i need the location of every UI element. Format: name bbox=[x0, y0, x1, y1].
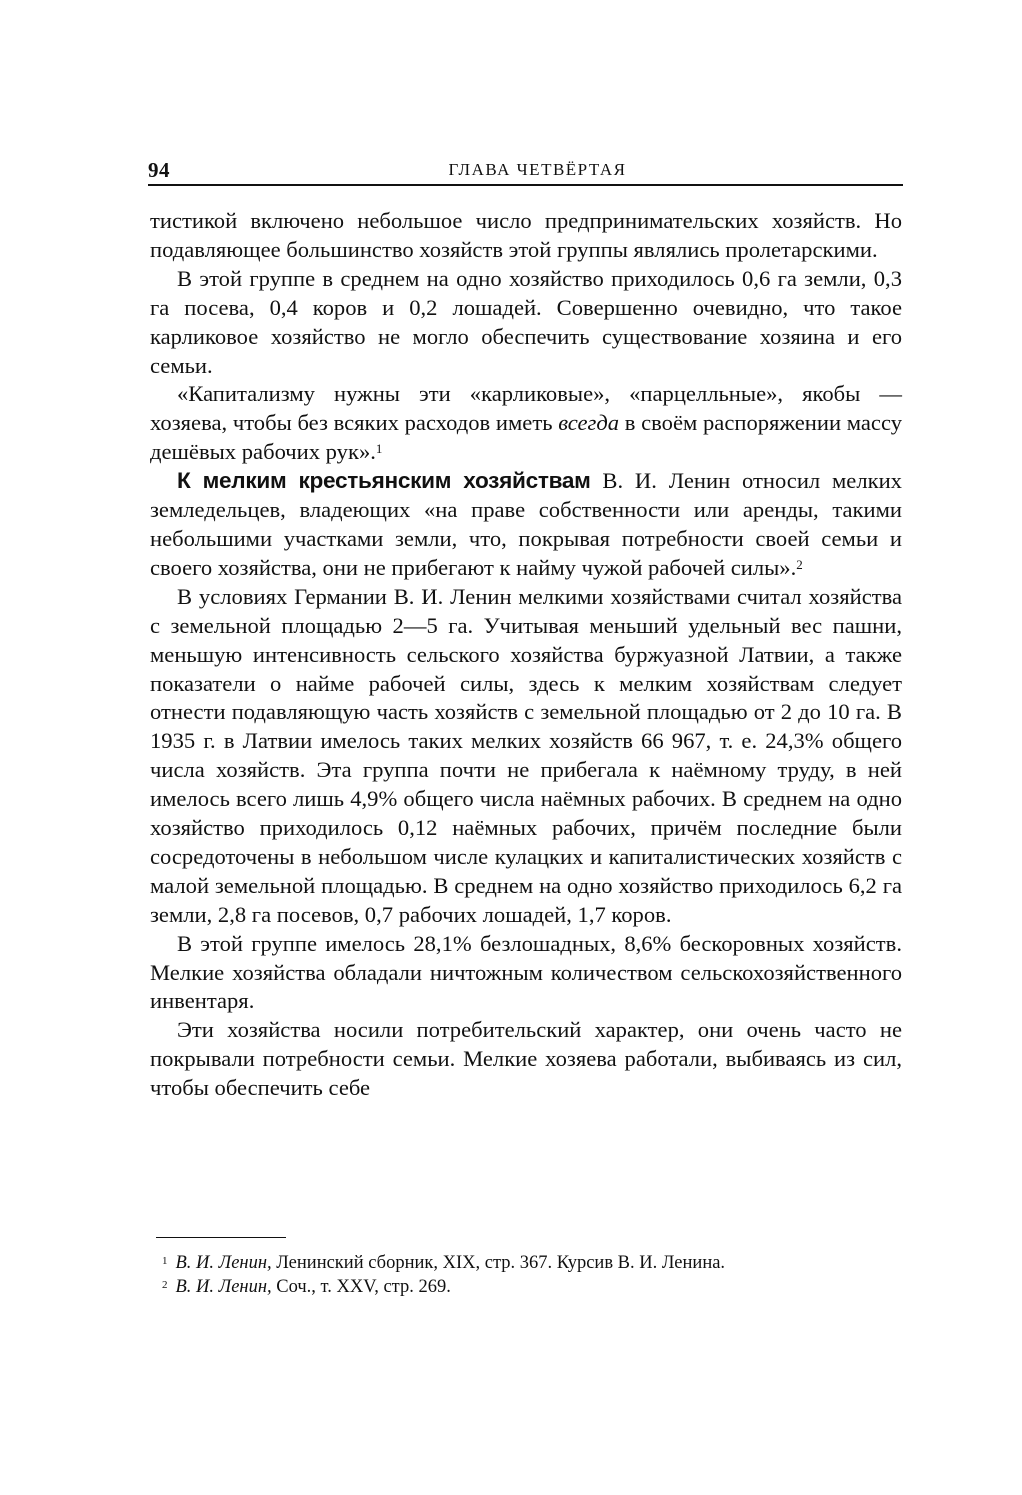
header-rule bbox=[148, 184, 903, 186]
paragraph-3-quote bbox=[150, 380, 902, 467]
footnote-1-mark: 1 bbox=[162, 1255, 168, 1267]
page-header bbox=[148, 158, 903, 182]
footnote-2 bbox=[152, 1274, 902, 1298]
paragraph-7-text: Эти хозяйства носили потребительский характер, они очень часто не покрывали потребности семьи. Мелкие хозяева работали, выбиваясь из сил, чтобы обеспечить себе bbox=[150, 1017, 902, 1101]
paragraph-4 bbox=[150, 467, 902, 583]
running-head: ГЛАВА ЧЕТВЁРТАЯ bbox=[448, 160, 627, 179]
paragraph-3-tail: в своём распоряжении массу дешёвых рабочих рук». bbox=[150, 410, 902, 465]
footnote-1 bbox=[152, 1250, 902, 1274]
bold-lead-phrase: К мелким крестьянским хозяйствам bbox=[177, 468, 591, 494]
footnote-ref-2[interactable]: 2 bbox=[796, 556, 803, 572]
footnote-ref-1[interactable]: 1 bbox=[375, 441, 383, 457]
footnote-2-mark: 2 bbox=[162, 1279, 168, 1291]
paragraph-6 bbox=[150, 930, 902, 1017]
paragraph-1 bbox=[150, 207, 902, 265]
paragraph-5 bbox=[150, 583, 902, 930]
footnote-2-text: Соч., т. XXV, стр. 269. bbox=[276, 1277, 451, 1297]
paragraph-1-text: тистикой включено небольшое число предпринимательских хозяйств. Но подавляющее большинство хозяйств этой группы являлись пролетарскими. bbox=[150, 208, 902, 262]
footnotes bbox=[152, 1250, 902, 1298]
body-text bbox=[150, 207, 902, 1103]
footnote-1-text: Ленинский сборник, XIX, стр. 367. Курсив В. И. Ленина. bbox=[276, 1253, 726, 1273]
footnote-1-author: В. И. Ленин, bbox=[175, 1253, 272, 1273]
paragraph-3-text: «Капитализму нужны эти «карликовые», «парцелльные», якобы — хозяева, чтобы без всяких расходов иметь bbox=[150, 381, 902, 436]
paragraph-5-text: В условиях Германии В. И. Ленин мелкими хозяйствами считал хозяйства с земельной площадью 2—5 га. Учитывая меньший удельный вес пашни, меньшую интенсивность сельского хозяйства буржуазной Латвии, а также показатели о найме рабочей силы, здесь к мелким хозяйствам следует отнести подавляющую часть хозяйств с земельной площадью от 2 до 10 га. В 1935 г. в Латвии имелось таких мелких хозяйств 66 967, т. е. 24,3% общего числа хозяйств. Эта группа почти не прибегала к наёмному труду, в ней имелось всего лишь 4,9% общего числа наёмных рабочих. В среднем на одно хозяйство приходилось 0,12 наёмных рабочих, причём последние были сосредоточены в небольшом числе кулацких и капиталистических хозяйств с малой земельной площадью. В среднем на одно хозяйство приходилось 6,2 га земли, 2,8 га посевов, 0,7 рабочих лошадей, 1,7 коров. bbox=[150, 583, 902, 927]
paragraph-2 bbox=[150, 265, 902, 381]
page-number: 94 bbox=[148, 158, 170, 182]
footnote-2-author: В. И. Ленин, bbox=[175, 1277, 272, 1297]
emphasis-italic: всегда bbox=[558, 410, 620, 436]
paragraph-4-text: В. И. Ленин относил мелких земледельцев, владеющих «на праве собственности или аренды, такими небольшими участками земли, что, покрывая потребности своей семьи и своего хозяйства, они не прибегают к найму чужой рабочей силы». bbox=[150, 468, 902, 580]
footnote-rule bbox=[156, 1237, 286, 1238]
paragraph-2-text: В этой группе в среднем на одно хозяйство приходилось 0,6 га земли, 0,3 га посева, 0,4 коров и 0,2 лошадей. Совершенно очевидно, что такое карликовое хозяйство не могло обеспечить существование хозяина и его семьи. bbox=[150, 265, 902, 378]
paragraph-7 bbox=[150, 1016, 902, 1103]
paragraph-6-text: В этой группе имелось 28,1% безлошадных, 8,6% бескоровных хозяйств. Мелкие хозяйства обладали ничтожным количеством сельскохозяйственного инвентаря. bbox=[150, 930, 902, 1014]
